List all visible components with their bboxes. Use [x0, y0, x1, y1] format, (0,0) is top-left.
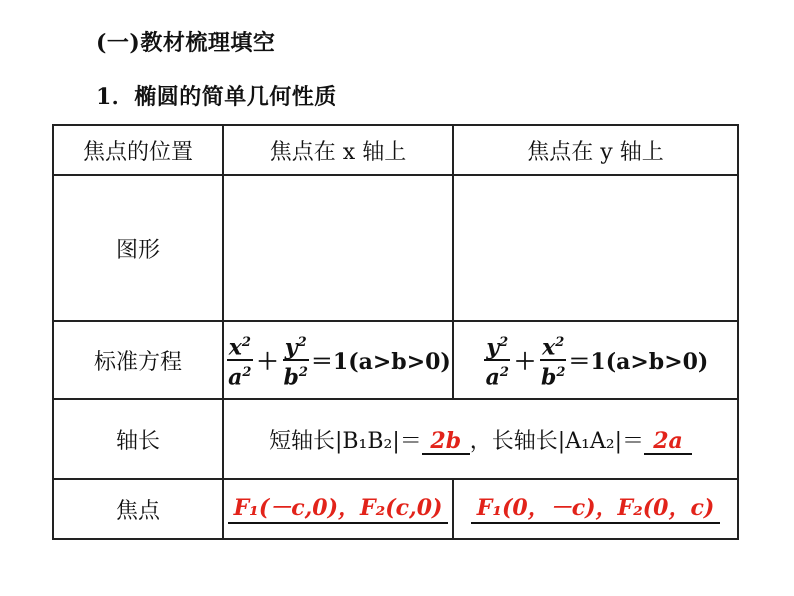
short-axis-answer: 2b: [422, 429, 470, 455]
cell-label-graph: 图形: [53, 175, 223, 321]
table-row: [53, 125, 738, 175]
cell-graph-x: [223, 175, 453, 321]
cell-label-foci: 焦点: [53, 479, 223, 539]
cell-x-axis-header: 焦点在 x 轴上: [223, 125, 453, 175]
cell-foci-y: [453, 479, 738, 539]
table-row: [53, 399, 738, 479]
cell-label-equation: 标准方程: [53, 321, 223, 399]
cell-label-axis: 轴长: [53, 399, 223, 479]
equation-x-axis: $\frac{x^2}{a^2}$ ＋ $\frac{y^2}{b^2}$ ＝1(a>b>0): [225, 331, 451, 390]
cell-equation-y: [453, 321, 738, 399]
cell-equation-x: [223, 321, 453, 399]
cell-label-position: 焦点的位置: [53, 125, 223, 175]
short-axis-prefix: 短轴长|B₁B₂|＝: [268, 428, 422, 454]
cell-graph-y: [453, 175, 738, 321]
cell-axis-lengths: [223, 399, 738, 479]
table-row: [53, 175, 738, 321]
equation-y-axis: $\frac{y^2}{a^2}$ ＋ $\frac{x^2}{b^2}$ ＝1(a>b>0): [483, 331, 709, 390]
long-axis-prefix: ，长轴长|A₁A₂|＝: [469, 428, 645, 454]
cell-foci-x: [223, 479, 453, 539]
ellipse-properties-table: [52, 124, 739, 540]
cell-y-axis-header: 焦点在 y 轴上: [453, 125, 738, 175]
foci-x-answer: F₁(－c,0)，F₂(c,0): [228, 494, 449, 524]
subsection-heading: 1．椭圆的简单几何性质: [96, 84, 337, 110]
section-heading: (一)教材梳理填空: [96, 30, 276, 56]
long-axis-answer: 2a: [644, 429, 692, 455]
table-row: [53, 321, 738, 399]
table-row: [53, 479, 738, 539]
foci-y-answer: F₁(0，－c)，F₂(0，c): [471, 494, 721, 524]
